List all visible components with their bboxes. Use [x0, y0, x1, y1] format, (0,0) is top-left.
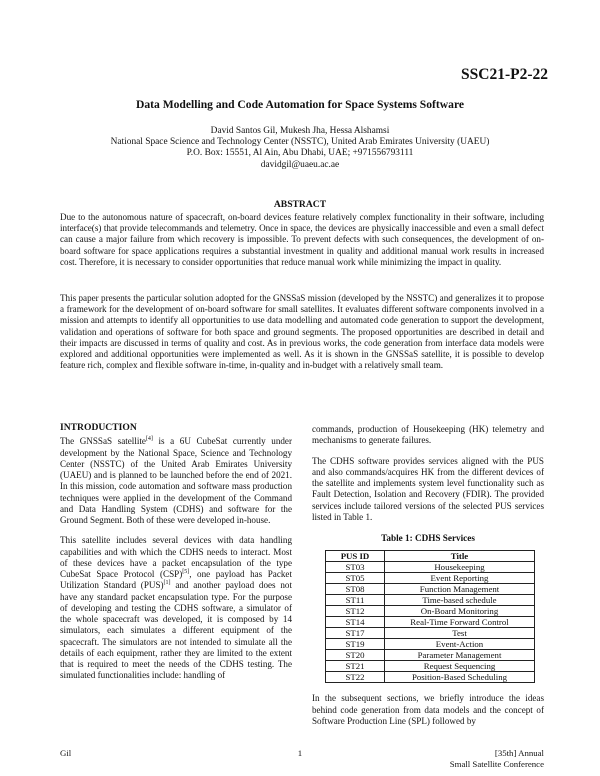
author-block: [0, 126, 600, 171]
table-row: [326, 617, 535, 628]
title-cell: Request Sequencing: [385, 661, 535, 672]
right-paragraph-3: In the subsequent sections, we briefly introduce the ideas behind code generation from data models and the concept of Software Production Line (SPL) followed by: [312, 693, 544, 726]
paper-title: Data Modelling and Code Automation for Space Systems Software: [135, 98, 465, 111]
intro-p1-text-b: is a 6U CubeSat currently under development by the National Space, Science and Technology Center (NSSTC) of the United Arab Emirates University (UAEU) and is planned to be launched before the end of 2021. In this mission, code automation and software mass production techniques were applied in the development of the Command and Data Handling System (CDHS) and software for the Ground Segment. Both of these were developed in-house.: [60, 436, 293, 525]
table-header-cell: PUS ID: [326, 551, 385, 562]
pus-id-cell: ST12: [326, 606, 385, 617]
abstract-text-2: This paper presents the particular solution adopted for the GNSSaS mission (developed by the NSSTC) and generalizes it to propose a framework for the development of on-board software for small satellites. It evaluates different software components involved in a mission and attempts to identify all opportunities to use data modelling and automated code generation to support the development, validation and operations of software for both space and ground segments. The proposed opportunities are described in detail and their impacts are discussed in terms of quality and cost. As in previous works, the code generation from interface data models were explored and additional opportunities were implemented as well. As it is shown in the GNSSaS satellite, it is possible to develop feature rich, complex and flexible software in-time, in-quality and in-budget with a relatively small team.: [60, 293, 544, 371]
pus-id-cell: ST11: [326, 595, 385, 606]
title-cell: Time-based schedule: [385, 595, 535, 606]
title-cell: Event Reporting: [385, 573, 535, 584]
pus-id-cell: ST08: [326, 584, 385, 595]
author-email: davidgil@uaeu.ac.ae: [260, 159, 340, 170]
intro-paragraph-2: [60, 535, 292, 681]
right-column: [312, 424, 544, 727]
paper-id: SSC21-P2-22: [461, 66, 548, 83]
left-column: [60, 422, 292, 682]
footer-conference: [450, 748, 544, 770]
title-cell: Event-Action: [385, 639, 535, 650]
footer-conference-line1: [35th] Annual: [494, 748, 544, 758]
citation-ref: [1]: [163, 580, 171, 587]
table-row: [326, 573, 535, 584]
footer-author: Gil: [60, 748, 72, 758]
pus-id-cell: ST14: [326, 617, 385, 628]
citation-ref: [4]: [145, 436, 153, 443]
table-row: [326, 650, 535, 661]
table-row: [326, 661, 535, 672]
table-header-row: [326, 551, 535, 562]
introduction-heading: INTRODUCTION: [60, 422, 137, 433]
abstract-text-1: Due to the autonomous nature of spacecraft, on-board devices feature relatively complex functionality in their software, including interface(s) that provide telecommands and telemetry. Once in space, the devices are physically inaccessible and even a small defect can cause a major failure from which recovery is impossible. To prevent defects with such consequences, the development of on-board software for space applications requires a substantial investment in quality and additional manual work results in increased cost. Therefore, it is necessary to consider opportunities that reduce manual work while minimizing the impact in quality.: [60, 212, 544, 267]
pus-id-cell: ST21: [326, 661, 385, 672]
author-names: David Santos Gil, Mukesh Jha, Hessa Alshamsi: [210, 126, 390, 136]
abstract-heading: ABSTRACT: [273, 199, 327, 210]
table-row: [326, 606, 535, 617]
right-paragraph-2: The CDHS software provides services aligned with the PUS and also commands/acquires HK from the different devices of the satellite and implements system level functionality such as Fault Detection, Isolation and Recovery (FDIR). The provided services include tailored versions of the selected PUS services listed in Table 1.: [312, 455, 544, 522]
cdhs-services-table: [325, 550, 535, 683]
pus-id-cell: ST05: [326, 573, 385, 584]
title-cell: Parameter Management: [385, 650, 535, 661]
footer-conference-line2: Small Satellite Conference: [449, 759, 544, 769]
intro-p1-text-a: The GNSSaS satellite: [60, 436, 146, 447]
table-row: [326, 672, 535, 683]
table-row: [326, 628, 535, 639]
pus-id-cell: ST17: [326, 628, 385, 639]
abstract-paragraph-2: [60, 293, 544, 371]
right-paragraph-1: commands, production of Housekeeping (HK) telemetry and mechanisms to generate failures.: [312, 424, 544, 446]
intro-p2-text-a: This satellite includes several devices with data handling capabilities and with which the CDHS needs to interact. Most of these devices have a packet encapsulation of the type CubeSat Space Protocol (CSP): [60, 535, 292, 579]
table-row: [326, 639, 535, 650]
title-cell: Test: [385, 628, 535, 639]
title-cell: Real-Time Forward Control: [385, 617, 535, 628]
author-affiliation: National Space Science and Technology Center (NSSTC), United Arab Emirates University (UAEU): [110, 137, 490, 148]
table-header-cell: Title: [385, 551, 535, 562]
footer-page-number: 1: [297, 748, 303, 758]
intro-p2-text-b: , one payload has Packet Utilization Standard (PUS): [60, 569, 292, 591]
intro-paragraph-1: [60, 436, 292, 526]
table-caption: Table 1: CDHS Services: [381, 533, 475, 543]
table-row: [326, 584, 535, 595]
pus-id-cell: ST22: [326, 672, 385, 683]
intro-p2-text-c: and another payload does not have any standard packet encapsulation type. For the purpose of developing and testing the CDHS software, a simulator of the whole spacecraft was developed, it is composed by 14 simulators, each simulates a different equipment of the spacecraft. The simulators are not intended to simulate all the details of each equipment, rather they are limited to the extent that is required to meet the needs of the CDHS testing. The simulated functionalities include: handling of: [60, 580, 292, 681]
pus-id-cell: ST19: [326, 639, 385, 650]
table-row: [326, 595, 535, 606]
title-cell: Function Management: [385, 584, 535, 595]
title-cell: On-Board Monitoring: [385, 606, 535, 617]
author-address: P.O. Box: 15551, Al Ain, Abu Dhabi, UAE; +971556793111: [186, 148, 414, 159]
citation-ref: [5]: [182, 568, 190, 575]
title-cell: Housekeeping: [385, 562, 535, 573]
title-cell: Position-Based Scheduling: [385, 672, 535, 683]
table-row: [326, 562, 535, 573]
pus-id-cell: ST03: [326, 562, 385, 573]
pus-id-cell: ST20: [326, 650, 385, 661]
abstract-paragraph-1: [60, 212, 544, 268]
